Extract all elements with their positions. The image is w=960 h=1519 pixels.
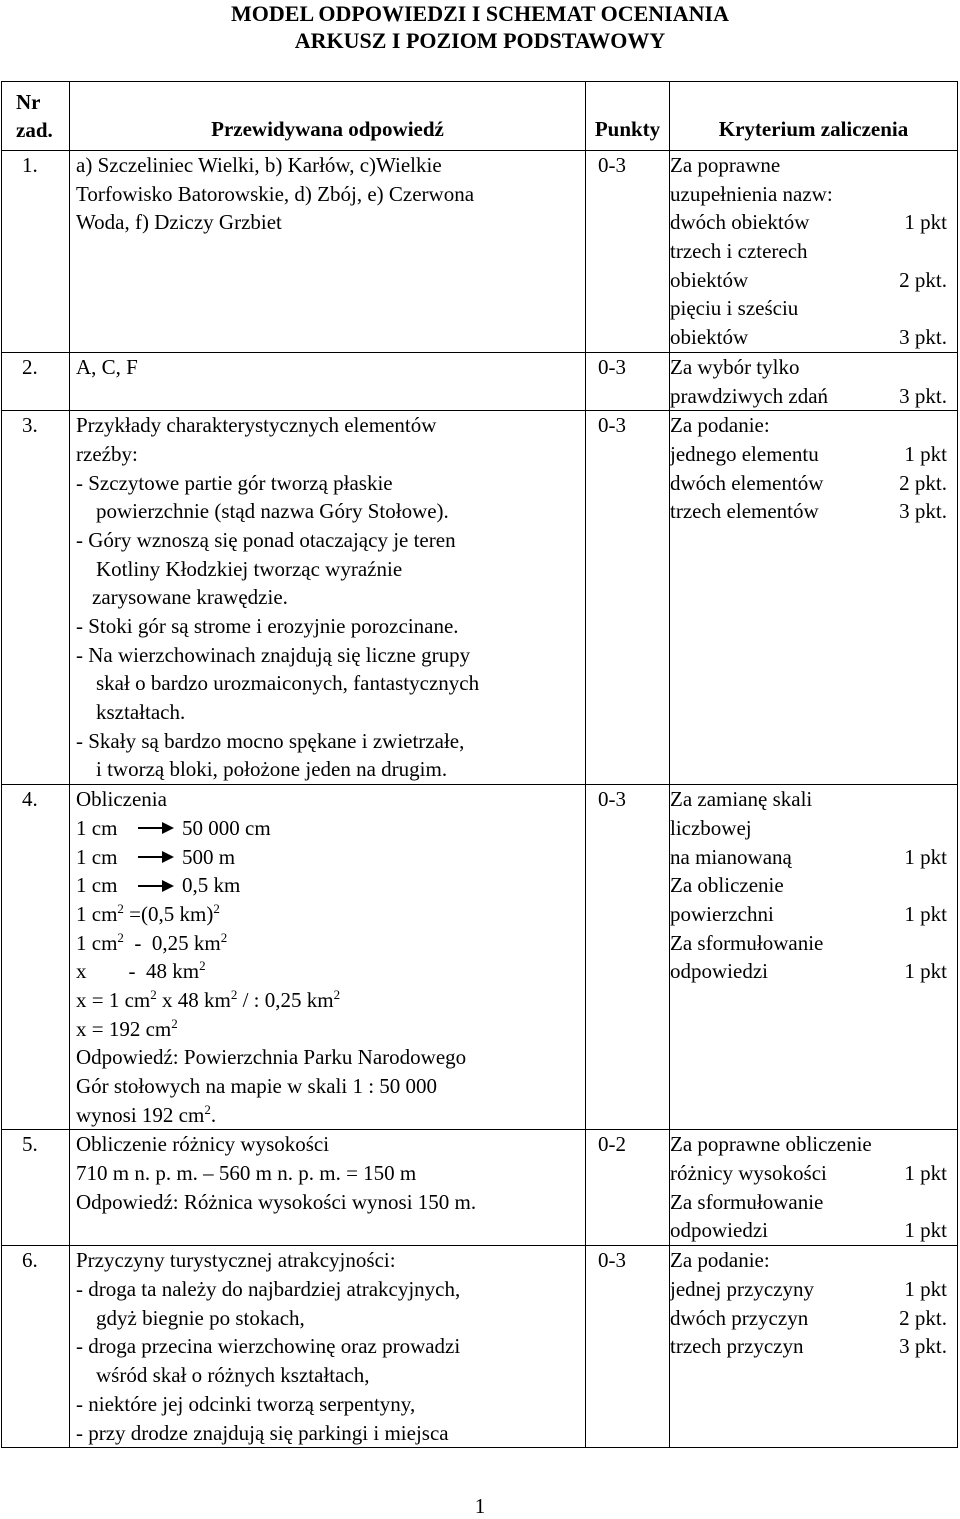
answer-line: A, C, F xyxy=(76,354,138,379)
answer-line: kształtach. xyxy=(96,700,186,725)
criteria-points: 3 pkt. xyxy=(899,325,947,350)
header-criteria: Kryterium zaliczenia xyxy=(670,82,958,151)
criteria-text: jednego elementu xyxy=(670,441,819,466)
criteria-line xyxy=(670,1188,947,1217)
criteria-line xyxy=(670,1159,947,1188)
points-cell: 0-3 xyxy=(586,151,670,353)
criteria-text: pięciu i sześciu xyxy=(670,296,799,321)
arrow-icon xyxy=(138,851,174,863)
points-cell: 0-3 xyxy=(586,411,670,785)
points-cell: 0-3 xyxy=(586,785,670,1130)
calc-line xyxy=(76,843,585,872)
answer-cell xyxy=(70,785,586,1130)
calc-text: x = 192 cm xyxy=(76,1016,172,1041)
calc-left: 1 cm xyxy=(76,873,118,898)
task-number: 2. xyxy=(2,352,70,410)
criteria-line xyxy=(670,900,947,929)
answer-line: - Szczytowe partie gór tworzą płaskie xyxy=(76,470,393,495)
criteria-text: dwóch przyczyn xyxy=(670,1305,809,1330)
superscript: 2 xyxy=(150,986,157,1002)
answer-line: - Skały są bardzo mocno spękane i zwietrzałe, xyxy=(76,728,465,753)
answer-line: Obliczenia xyxy=(76,787,167,812)
criteria-points: 1 pkt xyxy=(904,959,947,984)
answer-line: 710 m n. p. m. – 560 m n. p. m. = 150 m xyxy=(76,1161,417,1186)
task-number: 5. xyxy=(2,1130,70,1246)
calc-text: 1 cm xyxy=(76,930,118,955)
criteria-text: liczbowej xyxy=(670,815,752,840)
criteria-line xyxy=(670,814,947,843)
criteria-text: trzech przyczyn xyxy=(670,1334,804,1359)
criteria-text: obiektów xyxy=(670,267,749,292)
table-row xyxy=(2,1246,958,1448)
criteria-line xyxy=(670,411,947,440)
superscript: 2 xyxy=(171,1015,178,1031)
task-number: 3. xyxy=(2,411,70,785)
points-cell: 0-3 xyxy=(586,352,670,410)
table-header-row xyxy=(2,82,958,151)
task-number: 1. xyxy=(2,151,70,353)
answer-line: Torfowisko Batorowskie, d) Zbój, e) Czerwona xyxy=(76,181,475,206)
header-points: Punkty xyxy=(586,82,670,151)
calc-text: - 0,25 km xyxy=(123,930,221,955)
criteria-points: 3 pkt. xyxy=(899,383,947,408)
criteria-text: prawdziwych zdań xyxy=(670,383,829,408)
criteria-text: obiektów xyxy=(670,325,749,350)
criteria-line xyxy=(670,440,947,469)
criteria-line xyxy=(670,1275,947,1304)
task-number: 4. xyxy=(2,785,70,1130)
answer-line: rzeźby: xyxy=(76,441,138,466)
criteria-cell xyxy=(670,1130,958,1246)
calc-line xyxy=(76,986,585,1015)
criteria-text: uzupełnienia nazw: xyxy=(670,181,833,206)
task-number: 6. xyxy=(2,1246,70,1448)
criteria-text: Za obliczenie xyxy=(670,873,784,898)
criteria-text: odpowiedzi xyxy=(670,959,768,984)
answer-line: Obliczenie różnicy wysokości xyxy=(76,1132,330,1157)
points-cell: 0-3 xyxy=(586,1246,670,1448)
calc-text: / : 0,25 km xyxy=(237,987,334,1012)
calc-text: x 48 km xyxy=(156,987,231,1012)
scoring-table xyxy=(1,81,958,1448)
answer-line: powierzchnie (stąd nazwa Góry Stołowe). xyxy=(96,499,449,524)
document-subtitle: ARKUSZ I POZIOM PODSTAWOWY xyxy=(294,28,666,53)
criteria-text: dwóch elementów xyxy=(670,470,824,495)
criteria-text: różnicy wysokości xyxy=(670,1161,827,1186)
arrow-icon xyxy=(138,880,174,892)
criteria-points: 1 pkt xyxy=(904,1218,947,1243)
calc-line xyxy=(76,1015,585,1044)
criteria-line xyxy=(670,382,947,411)
criteria-line xyxy=(670,353,947,382)
page-number: 1 xyxy=(474,1494,486,1518)
answer-cell xyxy=(70,1130,586,1246)
answer-cell xyxy=(70,352,586,410)
superscript: 2 xyxy=(220,929,228,945)
answer-line xyxy=(76,1101,585,1130)
criteria-text: powierzchni xyxy=(670,901,774,926)
answer-line: skał o bardzo urozmaiconych, fantastycznych xyxy=(96,671,480,696)
criteria-points: 2 pkt. xyxy=(899,1305,947,1330)
answer-line: - droga przecina wierzchowinę oraz prowadzi xyxy=(76,1334,461,1359)
answer-line: Odpowiedź: Powierzchnia Parku Narodowego xyxy=(76,1045,467,1070)
answer-line: i tworzą bloki, położone jeden na drugim. xyxy=(96,757,448,782)
calc-line xyxy=(76,900,585,929)
answer-line: Woda, f) Dziczy Grzbiet xyxy=(76,210,282,235)
answer-line: Kotliny Kłodzkiej tworząc wyraźnie xyxy=(96,556,403,581)
superscript: 2 xyxy=(230,986,238,1002)
table-row xyxy=(2,151,958,353)
criteria-text: Za poprawne xyxy=(670,153,781,177)
criteria-line xyxy=(670,1246,947,1275)
header-answer: Przewidywana odpowiedź xyxy=(70,82,586,151)
criteria-line xyxy=(670,266,947,295)
criteria-line xyxy=(670,1332,947,1361)
calc-line xyxy=(76,871,585,900)
criteria-text: Za podanie: xyxy=(670,1248,770,1273)
answer-line: zarysowane krawędzie. xyxy=(92,585,288,610)
table-row xyxy=(2,352,958,410)
criteria-points: 3 pkt. xyxy=(899,499,947,524)
criteria-points: 1 pkt xyxy=(904,210,947,235)
criteria-cell xyxy=(670,411,958,785)
answer-text: . xyxy=(210,1102,217,1127)
criteria-points: 1 pkt xyxy=(904,441,947,466)
header-nr-line2: zad. xyxy=(16,118,53,142)
criteria-text: Za sformułowanie xyxy=(670,930,824,955)
criteria-points: 3 pkt. xyxy=(899,1334,947,1359)
criteria-line xyxy=(670,208,947,237)
table-row xyxy=(2,785,958,1130)
calc-text: x = 1 cm xyxy=(76,987,151,1012)
answer-text: wynosi 192 cm xyxy=(76,1102,205,1127)
criteria-line xyxy=(670,151,947,180)
criteria-line xyxy=(670,785,947,814)
calc-right: 0,5 km xyxy=(182,873,241,898)
calc-line xyxy=(76,929,585,958)
criteria-text: Za wybór tylko xyxy=(670,354,800,379)
criteria-text: jednej przyczyny xyxy=(670,1277,815,1302)
criteria-line xyxy=(670,843,947,872)
criteria-points: 1 pkt xyxy=(904,1161,947,1186)
superscript: 2 xyxy=(204,1101,211,1117)
criteria-cell xyxy=(670,785,958,1130)
calc-right: 500 m xyxy=(182,844,236,869)
criteria-line xyxy=(670,871,947,900)
answer-cell xyxy=(70,151,586,353)
calc-text: 1 cm xyxy=(76,901,118,926)
criteria-points: 1 pkt xyxy=(904,1277,947,1302)
answer-line: - Stoki gór są strome i erozyjnie porozcinane. xyxy=(76,614,459,638)
superscript: 2 xyxy=(117,929,124,945)
criteria-text: Za podanie: xyxy=(670,413,770,438)
criteria-line xyxy=(670,497,947,526)
calc-right: 50 000 cm xyxy=(182,815,271,840)
arrow-icon xyxy=(138,822,174,834)
table-row xyxy=(2,1130,958,1246)
criteria-line xyxy=(670,957,947,986)
answer-line: - Na wierzchowinach znajdują się liczne grupy xyxy=(76,642,471,667)
superscript: 2 xyxy=(333,986,341,1002)
answer-line: - Góry wznoszą się ponad otaczający je teren xyxy=(76,527,456,552)
criteria-cell xyxy=(670,151,958,353)
answer-line: - przy drodze znajdują się parkingi i miejsca xyxy=(76,1420,449,1445)
criteria-line xyxy=(670,1130,947,1159)
calc-text: x - 48 km xyxy=(76,959,200,984)
criteria-cell xyxy=(670,352,958,410)
criteria-line xyxy=(670,180,947,209)
answer-line: wśród skał o różnych kształtach, xyxy=(96,1363,370,1388)
document-title: MODEL ODPOWIEDZI I SCHEMAT OCENIANIA xyxy=(231,1,729,26)
calc-text: =(0,5 km) xyxy=(123,901,214,926)
criteria-text: na mianowaną xyxy=(670,844,792,869)
points-cell: 0-2 xyxy=(586,1130,670,1246)
criteria-text: odpowiedzi xyxy=(670,1218,768,1243)
criteria-text: Za zamianę skali xyxy=(670,787,813,812)
answer-line: Odpowiedź: Różnica wysokości wynosi 150 m. xyxy=(76,1189,477,1214)
calc-line xyxy=(76,814,585,843)
answer-line: - niektóre jej odcinki tworzą serpentyny, xyxy=(76,1391,416,1416)
criteria-text: Za sformułowanie xyxy=(670,1189,824,1214)
criteria-points: 1 pkt xyxy=(904,901,947,926)
answer-cell xyxy=(70,411,586,785)
criteria-text: trzech elementów xyxy=(670,499,819,524)
answer-line: Przyczyny turystycznej atrakcyjności: xyxy=(76,1248,396,1273)
criteria-text: trzech i czterech xyxy=(670,239,808,264)
criteria-points: 2 pkt. xyxy=(899,470,947,495)
calc-line xyxy=(76,957,585,986)
superscript: 2 xyxy=(199,958,206,974)
criteria-cell xyxy=(670,1246,958,1448)
criteria-text: dwóch obiektów xyxy=(670,210,810,235)
superscript: 2 xyxy=(213,900,220,916)
calc-left: 1 cm xyxy=(76,844,118,869)
criteria-line xyxy=(670,929,947,958)
criteria-line xyxy=(670,294,947,323)
criteria-line xyxy=(670,1304,947,1333)
answer-line: Gór stołowych na mapie w skali 1 : 50 000 xyxy=(76,1074,438,1098)
superscript: 2 xyxy=(117,900,124,916)
answer-line: - droga ta należy do najbardziej atrakcyjnych, xyxy=(76,1277,461,1302)
table-row xyxy=(2,411,958,785)
criteria-line xyxy=(670,323,947,352)
criteria-line xyxy=(670,469,947,498)
calc-left: 1 cm xyxy=(76,815,118,840)
header-nr-line1: Nr xyxy=(16,90,41,114)
criteria-points: 1 pkt xyxy=(904,844,947,869)
criteria-text: Za poprawne obliczenie xyxy=(670,1132,872,1157)
answer-cell xyxy=(70,1246,586,1448)
answer-line: gdyż biegnie po stokach, xyxy=(96,1305,305,1330)
criteria-line xyxy=(670,1216,947,1245)
answer-line: Przykłady charakterystycznych elementów xyxy=(76,413,437,438)
criteria-points: 2 pkt. xyxy=(899,267,947,292)
answer-line: a) Szczeliniec Wielki, b) Karłów, c)Wielkie xyxy=(76,153,442,177)
criteria-line xyxy=(670,237,947,266)
header-nr xyxy=(2,82,70,151)
